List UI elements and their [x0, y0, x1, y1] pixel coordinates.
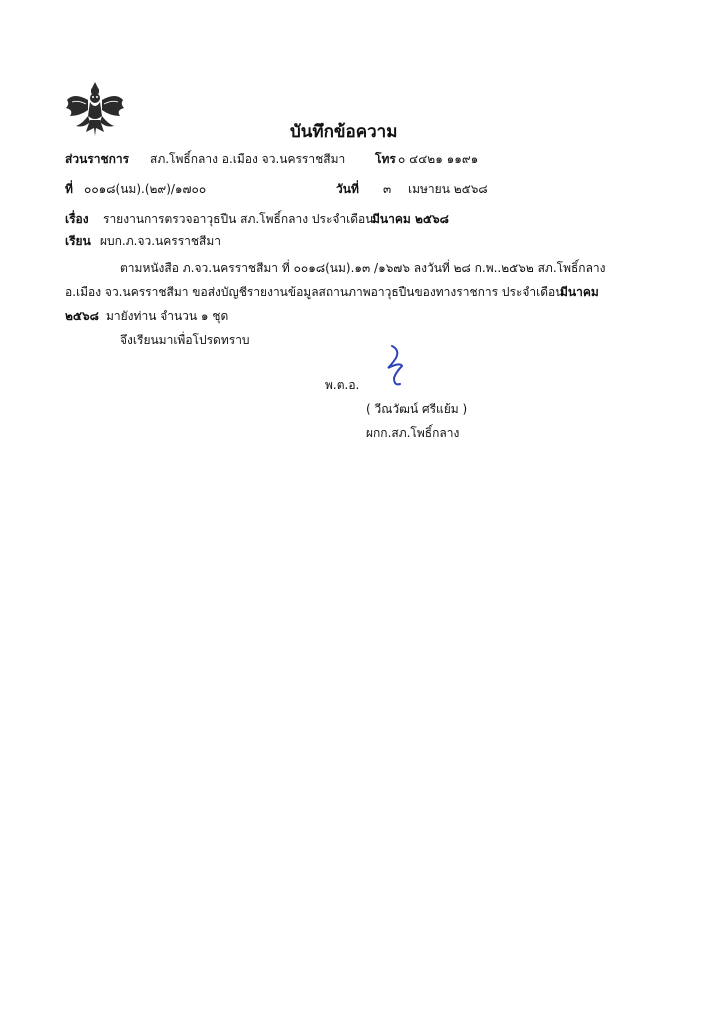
ref-label: ที่: [65, 182, 73, 196]
handwritten-signature: [382, 344, 412, 388]
closing-line: จึงเรียนมาเพื่อโปรดทราบ: [120, 333, 250, 347]
body-line-1: ตามหนังสือ ภ.จว.นครราชสีมา ที่ ๐๐๑๘(นม).๑๓ /๑๖๗๖ ลงวันที่ ๒๘ ก.พ..๒๕๖๒ สภ.โพธิ์กลาง: [120, 261, 606, 275]
signature-name: ( วีณวัฒน์ ศรีแย้ม ): [366, 402, 468, 416]
phone-label: โทร: [375, 152, 396, 166]
signature-rank: พ.ต.อ.: [325, 378, 360, 392]
date-month-year: เมษายน ๒๕๖๘: [408, 182, 488, 196]
subject-label: เรื่อง: [65, 212, 89, 226]
to-label: เรียน: [65, 234, 91, 248]
to-value: ผบก.ภ.จว.นครราชสีมา: [100, 234, 222, 248]
agency-label: ส่วนราชการ: [65, 152, 130, 166]
document-title: บันทึกข้อความ: [290, 122, 398, 142]
signature-position: ผกก.สภ.โพธิ์กลาง: [366, 426, 460, 440]
body-line-2-emphasis: มีนาคม: [560, 285, 599, 299]
body-line-2: อ.เมือง จว.นครราชสีมา ขอส่งบัญชีรายงานข้อมูลสถานภาพอาวุธปืนของทางราชการ ประจำเดือน: [65, 285, 564, 299]
garuda-emblem-icon: [64, 80, 126, 138]
subject-emphasis: มีนาคม ๒๕๖๘: [372, 212, 449, 226]
date-day: ๓: [383, 182, 392, 196]
subject-text: รายงานการตรวจอาวุธปืน สภ.โพธิ์กลาง ประจำเดือน: [103, 212, 374, 226]
agency-value: สภ.โพธิ์กลาง อ.เมือง จว.นครราชสีมา: [150, 152, 346, 166]
body-line-3: มายังท่าน จำนวน ๑ ชุด: [106, 309, 229, 323]
date-label: วันที่: [336, 182, 359, 196]
ref-number: ๐๐๑๘(นม).(๒๙)/๑๗๐๐: [84, 182, 207, 196]
body-line-3-emphasis: ๒๕๖๘: [65, 309, 99, 323]
phone-number: ๐ ๔๔๒๑ ๑๑๙๑: [398, 152, 479, 166]
